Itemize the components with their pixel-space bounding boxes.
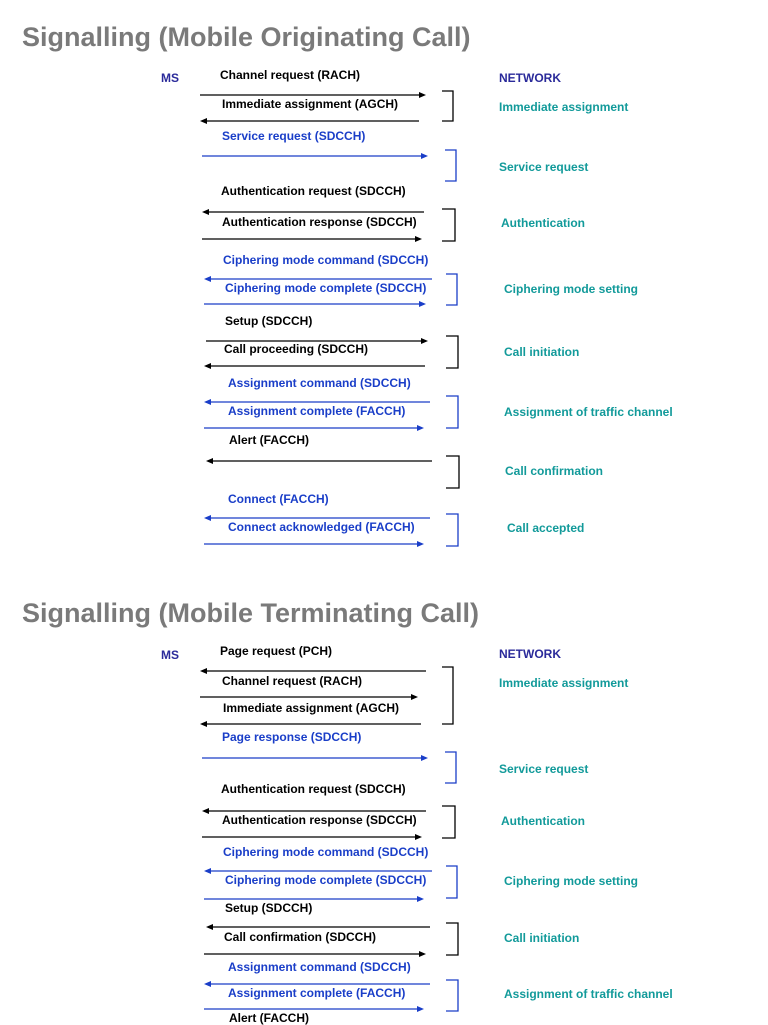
mo-arrowhead-service-request bbox=[421, 153, 428, 159]
mo-phase-assignment-traffic: Assignment of traffic channel bbox=[504, 405, 673, 419]
mo-bracket-call-confirmation bbox=[446, 456, 459, 488]
mt-bracket-ciphering bbox=[446, 866, 457, 898]
mt-bracket-service-request bbox=[445, 752, 456, 783]
mt-arrowhead-authentication-request bbox=[202, 808, 209, 814]
mo-phase-call-initiation: Call initiation bbox=[504, 345, 580, 359]
mo-msg-ciphering-command: Ciphering mode command (SDCCH) bbox=[223, 253, 429, 267]
mo-msg-connect-ack: Connect acknowledged (FACCH) bbox=[228, 520, 415, 534]
mo-bracket-assignment-traffic bbox=[446, 396, 458, 428]
mt-msg-ciphering-complete: Ciphering mode complete (SDCCH) bbox=[225, 873, 427, 887]
mt-msg-setup: Setup (SDCCH) bbox=[225, 901, 313, 915]
mt-arrowhead-channel-request bbox=[411, 694, 418, 700]
mo-msg-call-proceeding: Call proceeding (SDCCH) bbox=[224, 342, 369, 356]
mt-msg-authentication-response: Authentication response (SDCCH) bbox=[222, 813, 417, 827]
mt-msg-channel-request: Channel request (RACH) bbox=[222, 674, 363, 688]
mo-arrowhead-assignment-complete bbox=[417, 425, 424, 431]
mt-phase-call-initiation: Call initiation bbox=[504, 931, 580, 945]
mt-arrowhead-authentication-response bbox=[415, 834, 422, 840]
mo-msg-setup: Setup (SDCCH) bbox=[225, 314, 313, 328]
mo-phase-call-accepted: Call accepted bbox=[507, 521, 585, 535]
mt-bracket-authentication bbox=[442, 806, 455, 838]
mt-bracket-immediate-assignment bbox=[442, 667, 453, 724]
mt-brackets bbox=[442, 667, 458, 1011]
mt-arrowhead-call-confirmation bbox=[419, 951, 426, 957]
mo-msg-alert: Alert (FACCH) bbox=[229, 433, 309, 447]
mo-title: Signalling (Mobile Originating Call) bbox=[22, 22, 471, 52]
mt-msg-ciphering-command: Ciphering mode command (SDCCH) bbox=[223, 845, 429, 859]
mo-phase-immediate-assignment: Immediate assignment bbox=[499, 100, 629, 114]
mo-msg-service-request: Service request (SDCCH) bbox=[222, 129, 366, 143]
mo-bracket-call-accepted bbox=[446, 514, 458, 546]
mo-phase-call-confirmation: Call confirmation bbox=[505, 464, 604, 478]
mt-arrowhead-page-request bbox=[200, 668, 207, 674]
mo-arrowhead-alert bbox=[206, 458, 213, 464]
mo-msg-ciphering-complete: Ciphering mode complete (SDCCH) bbox=[225, 281, 427, 295]
mo-bracket-ciphering bbox=[446, 274, 457, 305]
mt-arrowhead-page-response bbox=[421, 755, 428, 761]
mt-msg-authentication-request: Authentication request (SDCCH) bbox=[221, 782, 406, 796]
mt-arrowhead-assignment-command bbox=[204, 981, 211, 987]
mt-arrowhead-ciphering-complete bbox=[417, 896, 424, 902]
mt-network-label: NETWORK bbox=[499, 647, 561, 661]
mo-msg-immediate-assignment: Immediate assignment (AGCH) bbox=[222, 97, 399, 111]
mo-arrowhead-authentication-request bbox=[202, 209, 209, 215]
mt-msg-page-response: Page response (SDCCH) bbox=[222, 730, 362, 744]
mt-title: Signalling (Mobile Terminating Call) bbox=[22, 598, 480, 628]
mo-ms-label: MS bbox=[161, 71, 179, 85]
mt-arrowhead-assignment-complete bbox=[417, 1006, 424, 1012]
mt-phase-assignment-traffic: Assignment of traffic channel bbox=[504, 987, 673, 1001]
mt-msg-assignment-command: Assignment command (SDCCH) bbox=[228, 960, 411, 974]
mo-phase-service-request: Service request bbox=[499, 160, 589, 174]
mo-arrowhead-ciphering-complete bbox=[419, 301, 426, 307]
mo-arrowhead-setup bbox=[421, 338, 428, 344]
mt-bracket-assignment-traffic bbox=[446, 980, 458, 1011]
mt-msg-page-request: Page request (PCH) bbox=[220, 644, 333, 658]
mo-arrowhead-call-proceeding bbox=[204, 363, 211, 369]
mo-bracket-authentication bbox=[442, 209, 455, 241]
mt-msg-call-confirmation: Call confirmation (SDCCH) bbox=[224, 930, 377, 944]
mt-arrowhead-immediate-assignment bbox=[200, 721, 207, 727]
mt-ms-label: MS bbox=[161, 648, 179, 662]
mo-arrowhead-authentication-response bbox=[415, 236, 422, 242]
mo-arrowhead-connect-ack bbox=[417, 541, 424, 547]
mo-msg-assignment-complete: Assignment complete (FACCH) bbox=[228, 404, 406, 418]
mo-arrowhead-connect bbox=[204, 515, 211, 521]
mt-phase-ciphering: Ciphering mode setting bbox=[504, 874, 639, 888]
mo-msg-channel-request: Channel request (RACH) bbox=[220, 68, 361, 82]
mo-arrowhead-assignment-command bbox=[204, 399, 211, 405]
mo-phase-authentication: Authentication bbox=[501, 216, 585, 230]
mo-arrowhead-ciphering-command bbox=[204, 276, 211, 282]
mo-msg-authentication-response: Authentication response (SDCCH) bbox=[222, 215, 417, 229]
mt-bracket-call-initiation bbox=[446, 923, 458, 955]
mt-phase-service-request: Service request bbox=[499, 762, 589, 776]
mt-msg-immediate-assignment: Immediate assignment (AGCH) bbox=[223, 701, 400, 715]
mo-arrowhead-channel-request bbox=[419, 92, 426, 98]
mo-msg-connect: Connect (FACCH) bbox=[228, 492, 329, 506]
mo-network-label: NETWORK bbox=[499, 71, 561, 85]
mo-arrows bbox=[200, 92, 432, 547]
mo-msg-assignment-command: Assignment command (SDCCH) bbox=[228, 376, 411, 390]
mo-bracket-call-initiation bbox=[446, 336, 458, 368]
mo-arrowhead-immediate-assignment bbox=[200, 118, 207, 124]
mt-msg-assignment-complete: Assignment complete (FACCH) bbox=[228, 986, 406, 1000]
mt-phase-authentication: Authentication bbox=[501, 814, 585, 828]
mt-arrowhead-ciphering-command bbox=[204, 868, 211, 874]
mo-msg-authentication-request: Authentication request (SDCCH) bbox=[221, 184, 406, 198]
mt-phase-immediate-assignment: Immediate assignment bbox=[499, 676, 629, 690]
mo-brackets bbox=[442, 91, 459, 546]
mt-arrowhead-setup bbox=[206, 924, 213, 930]
mo-bracket-service-request bbox=[445, 150, 456, 181]
mt-msg-alert: Alert (FACCH) bbox=[229, 1011, 309, 1025]
mo-phase-ciphering: Ciphering mode setting bbox=[504, 282, 639, 296]
mo-bracket-immediate-assignment bbox=[442, 91, 453, 121]
mt-arrows bbox=[200, 668, 432, 1012]
